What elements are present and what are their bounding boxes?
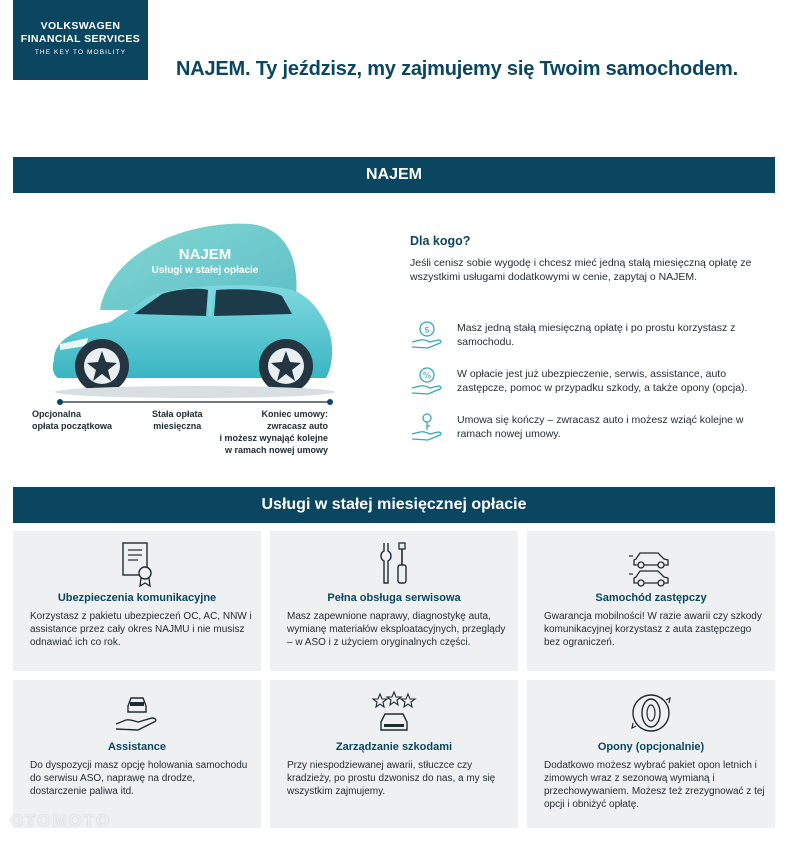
service-card [527,531,775,671]
benefit-item [410,320,780,354]
card-title: Opony (opcjonalnie) [597,741,705,753]
tools-icon [270,541,518,589]
card-text: Korzystasz z pakietu ubezpieczeń OC, AC, NNW i assistance przez cały okres NAJMU i nie musisz odnawiać ich co rok. [30,611,252,648]
service-card [13,680,261,828]
car-wheel-rear [259,339,313,393]
service-card [13,531,261,671]
badge-title: NAJEM [178,246,232,263]
badge-subtitle: Usługi w stałej opłacie [151,265,259,276]
section-services-header: Usługi w stałej miesięcznej opłacie [13,487,775,523]
benefit-text: W opłacie jest już ubezpieczenie, serwis, assistance, auto zastępcze, pomoc w przypadku szkody, a także opony (opcja). [457,368,748,394]
for-whom-title: Dla kogo? [410,234,471,248]
service-card [270,531,518,671]
for-whom-block [410,234,780,284]
logo-line-1: VOLKSWAGEN [40,20,121,32]
car-wheel-front [75,339,129,393]
car-hand-icon [13,690,261,738]
card-text: Do dyspozycji masz opcję holowania samochodu do serwisu ASO, naprawę na drodze, dostarczenie paliwa itd. [30,760,248,797]
car-illustration [30,210,350,460]
svg-text:$: $ [424,325,430,336]
svg-text:%: % [422,371,432,382]
timeline-label-middle: Stała opłata miesięczna [152,409,203,431]
timeline-label-end: Koniec umowy: zwracasz auto i możesz wynająć kolejne w ramach nowej umowy [219,409,328,455]
card-text: Masz zapewnione naprawy, diagnostykę auta, wymianę materiałów eksploatacyjnych, przeglądy – w ASO i z użyciem oryginalnych części. [287,611,506,648]
card-title: Pełna obsługa serwisowa [327,592,461,604]
logo-line-2: FINANCIAL SERVICES [20,33,141,45]
tire-icon [527,690,775,738]
benefit-item [410,366,780,400]
certificate-icon [13,541,261,589]
najem-badge [145,246,265,276]
vw-fs-logo[interactable] [13,0,148,80]
benefit-item [410,412,780,446]
service-card [270,680,518,828]
timeline-label-start: Opcjonalna opłata początkowa [32,409,113,431]
page-headline: NAJEM. Ty jeździsz, my zajmujemy się Twoim samochodem. [176,58,738,80]
key-hand-icon [410,412,444,442]
watermark: OTOMOTO [10,811,112,830]
card-text: Dodatkowo możesz wybrać pakiet opon letnich i zimowych wraz z sezonową wymianą i przechowywaniem. Możesz też zrezygnować z tej opcji i obniżyć opłatę. [544,760,765,810]
car-stars-icon [270,690,518,738]
benefit-text: Masz jedną stałą miesięczną opłatę i po prostu korzystasz z samochodu. [457,322,736,348]
card-title: Ubezpieczenia komunikacyjne [57,592,217,604]
two-cars-icon [527,541,775,589]
card-title: Samochód zastępczy [595,592,707,604]
card-text: Gwarancja mobilności! W razie awarii czy szkody komunikacyjnej korzystasz z auta zastępczego bez ograniczeń. [544,611,762,648]
section-najem-header: NAJEM [13,157,775,193]
service-card [527,680,775,828]
card-title: Assistance [107,741,167,753]
for-whom-text: Jeśli cenisz sobie wygodę i chcesz mieć jedną stałą miesięczną opłatę ze wszystkimi usługami dodatkowymi w cenie, zapytaj o NAJEM. [410,257,752,283]
card-title: Zarządzanie szkodami [335,741,453,753]
percent-hand-icon [410,366,444,396]
coin-hand-icon [410,320,444,350]
benefit-text: Umowa się kończy – zwracasz auto i możesz wziąć kolejne w ramach nowej umowy. [457,414,744,440]
card-text: Przy niespodziewanej awarii, stłuczce czy kradzieży, po prostu dzwonisz do nas, a my się wszystkim zajmujemy. [287,760,496,797]
logo-tagline: THE KEY TO MOBILITY [34,49,127,56]
